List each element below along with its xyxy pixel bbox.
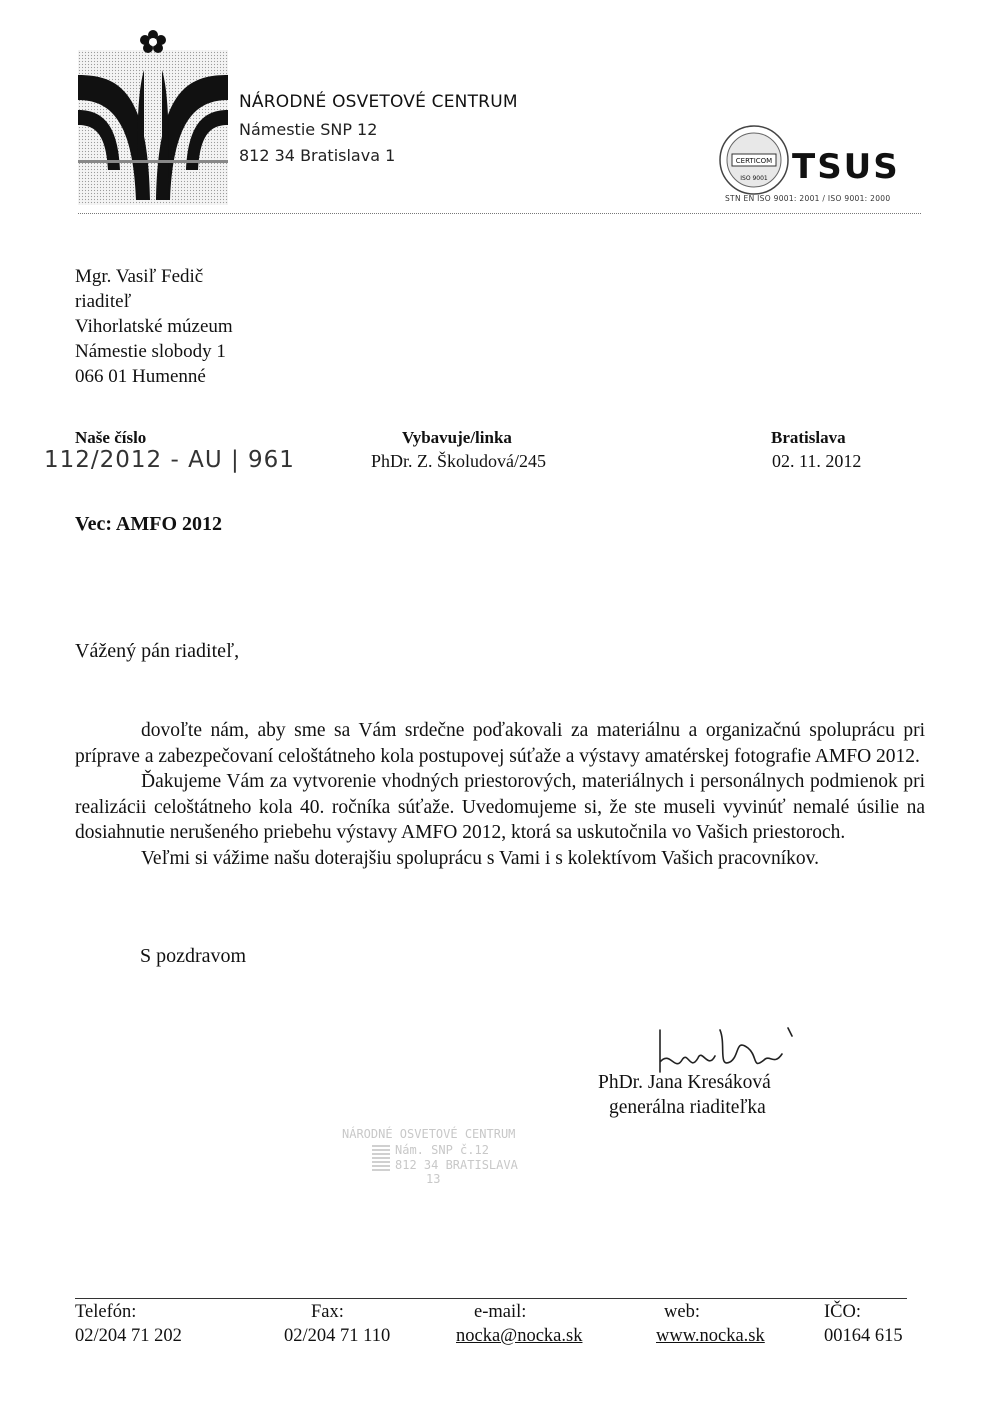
date-value: 02. 11. 2012 bbox=[772, 451, 862, 471]
organization-stamp bbox=[340, 1125, 560, 1195]
phone-value: 02/204 71 202 bbox=[75, 1326, 182, 1346]
place-label: Bratislava bbox=[771, 428, 846, 447]
body-paragraph: Veľmi si vážime našu doterajšiu spoluprácu s Vami i s kolektívom Vašich pracovníkov. bbox=[141, 847, 820, 869]
footer-divider bbox=[75, 1298, 907, 1299]
web-label: web: bbox=[664, 1302, 700, 1322]
ico-value: 00164 615 bbox=[824, 1326, 903, 1346]
handler-value: PhDr. Z. Školudová/245 bbox=[371, 451, 547, 471]
org-street: Námestie SNP 12 bbox=[239, 120, 378, 139]
noc-logo bbox=[78, 30, 228, 205]
our-number-label: Naše číslo bbox=[75, 428, 147, 447]
stamp-logo-icon bbox=[372, 1145, 390, 1171]
org-city: 812 34 Bratislava 1 bbox=[239, 146, 396, 165]
body-paragraph: dovoľte nám, aby sme sa Vám srdečne poďakovali za materiálnu a organizačnú spoluprácu pri príprave a zabezpečovaní celoštátneho kola postupovej súťaže a výstavy amatérskej fotografie AMFO 2012. bbox=[75, 720, 925, 767]
certicom-text: CERTICOM bbox=[735, 157, 773, 165]
iso-text: ISO 9001 bbox=[740, 175, 768, 182]
cert-standard: STN EN ISO 9001: 2001 / ISO 9001: 2000 bbox=[725, 194, 891, 203]
stamp-line: Nám. SNP č.12 bbox=[395, 1143, 489, 1157]
signatory-name: PhDr. Jana Kresáková bbox=[598, 1072, 771, 1093]
stamp-line: 812 34 BRATISLAVA bbox=[395, 1158, 518, 1172]
closing: S pozdravom bbox=[140, 945, 247, 967]
subject-line: Vec: AMFO 2012 bbox=[75, 513, 223, 535]
phone-label: Telefón: bbox=[75, 1302, 137, 1322]
recipient-institution: Vihorlatské múzeum bbox=[75, 316, 233, 337]
recipient-name: Mgr. Vasiľ Fedič bbox=[75, 266, 204, 287]
recipient-title: riaditeľ bbox=[75, 291, 132, 312]
recipient-city: 066 01 Humenné bbox=[75, 366, 206, 387]
signatory-role: generálna riaditeľka bbox=[609, 1097, 766, 1118]
email-link[interactable]: nocka@nocka.sk bbox=[456, 1326, 583, 1346]
email-label: e-mail: bbox=[474, 1302, 527, 1322]
ico-label: IČO: bbox=[824, 1302, 861, 1322]
body-paragraph: Ďakujeme Vám za vytvorenie vhodných priestorových, materiálnych i personálnych podmienok pri realizácii celoštátneho kola 40. ročníka súťaže. Uvedomujeme si, že ste museli vyvinúť nemalé úsilie na dosiahnutie nerušeného priebehu výstavy AMFO 2012, ktorá sa uskutočnila vo Vašich priestoroch. bbox=[75, 771, 925, 843]
letter-body bbox=[75, 718, 925, 871]
org-name: NÁRODNÉ OSVETOVÉ CENTRUM bbox=[239, 92, 518, 112]
header-divider bbox=[78, 213, 921, 214]
our-number-value: 112/2012 - AU | 961 bbox=[44, 447, 295, 473]
tsus-logo: TSUS bbox=[792, 147, 900, 187]
recipient-street: Námestie slobody 1 bbox=[75, 341, 226, 362]
stamp-line: 13 bbox=[426, 1172, 441, 1186]
fax-label: Fax: bbox=[311, 1302, 344, 1322]
web-link[interactable]: www.nocka.sk bbox=[656, 1326, 765, 1346]
handler-label: Vybavuje/linka bbox=[402, 428, 512, 447]
fax-value: 02/204 71 110 bbox=[284, 1326, 391, 1346]
salutation: Vážený pán riaditeľ, bbox=[75, 640, 240, 662]
stamp-line: NÁRODNÉ OSVETOVÉ CENTRUM bbox=[342, 1127, 516, 1141]
